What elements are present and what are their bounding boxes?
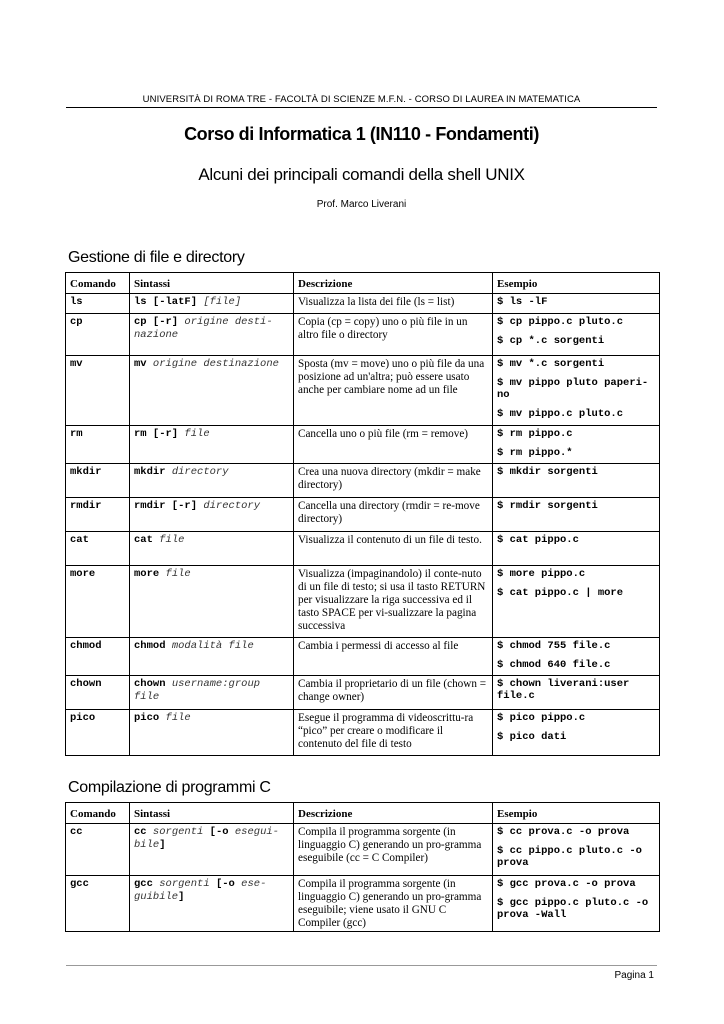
command-syntax <box>130 426 294 464</box>
table-header-row <box>66 803 660 824</box>
page-number: Pagina 1 <box>614 970 654 981</box>
command-name: pico <box>66 710 130 756</box>
syntax-command: rmdir [-r] <box>134 500 198 512</box>
syntax-command: chown <box>134 678 166 690</box>
syntax-command: mv <box>134 358 147 370</box>
syntax-command: pico <box>134 712 160 724</box>
command-syntax <box>130 638 294 676</box>
example-line: $ mv pippo.c pluto.c <box>497 408 624 420</box>
table-row <box>66 532 660 566</box>
example-line: $ chmod 755 file.c <box>497 640 611 652</box>
command-examples <box>493 824 660 876</box>
example-line: $ chmod 640 file.c <box>497 659 611 671</box>
syntax-command: more <box>134 568 160 580</box>
command-syntax <box>130 710 294 756</box>
table-row <box>66 566 660 638</box>
document-header: UNIVERSITÀ DI ROMA TRE - FACOLTÀ DI SCIENZE M.F.N. - CORSO DI LAUREA IN MATEMATICA <box>142 94 581 105</box>
syntax-arguments: sorgenti <box>159 878 210 890</box>
syntax-arguments: directory <box>203 500 261 512</box>
command-examples <box>493 532 660 566</box>
syntax-command: chmod <box>134 640 166 652</box>
example-line: $ chown liverani:user file.c <box>497 678 630 702</box>
syntax-arguments: username:group file <box>134 678 261 703</box>
command-name: rmdir <box>66 498 130 532</box>
command-description: Crea una nuova directory (mkdir = make directory) <box>294 464 493 498</box>
command-examples <box>493 566 660 638</box>
section-title-compile: Compilazione di programmi C <box>68 779 271 796</box>
table-row <box>66 314 660 356</box>
syntax-command: mkdir <box>134 466 166 478</box>
command-examples <box>493 356 660 426</box>
example-line: $ gcc pippo.c pluto.c -o prova -Wall <box>497 897 649 921</box>
command-name: cc <box>66 824 130 876</box>
example-line: $ pico pippo.c <box>497 712 586 724</box>
author: Prof. Marco Liverani <box>316 199 407 210</box>
command-syntax <box>130 876 294 932</box>
table-row <box>66 876 660 932</box>
column-header: Descrizione <box>294 273 493 294</box>
header-divider <box>66 107 657 108</box>
table-row <box>66 638 660 676</box>
command-description: Cancella uno o più file (rm = remove) <box>294 426 493 464</box>
syntax-command: cat <box>134 534 153 546</box>
syntax-option-arg: ese-guibile <box>134 878 267 903</box>
example-line: $ ls -lF <box>497 296 548 308</box>
syntax-close: ] <box>178 891 185 903</box>
example-line: $ mv *.c sorgenti <box>497 358 605 370</box>
command-description: Copia (cp = copy) uno o più file in un altro file o directory <box>294 314 493 356</box>
syntax-command: rm [-r] <box>134 428 179 440</box>
command-name: mkdir <box>66 464 130 498</box>
command-syntax <box>130 532 294 566</box>
command-description: Visualizza il contenuto di un file di testo. <box>294 532 493 566</box>
command-syntax <box>130 498 294 532</box>
example-line: $ cc prova.c -o prova <box>497 826 630 838</box>
table-row <box>66 824 660 876</box>
syntax-command: ls [-latF] <box>134 296 198 308</box>
syntax-arguments: file <box>159 534 185 546</box>
command-name: cat <box>66 532 130 566</box>
table-row <box>66 426 660 464</box>
syntax-arguments: origine desti-nazione <box>134 316 273 341</box>
command-name: cp <box>66 314 130 356</box>
footer-divider <box>66 965 657 966</box>
command-examples <box>493 464 660 498</box>
section-title-files: Gestione di file e directory <box>68 249 245 266</box>
command-examples <box>493 638 660 676</box>
column-header: Esempio <box>493 803 660 824</box>
syntax-arguments: sorgenti <box>152 826 204 838</box>
command-name: chmod <box>66 638 130 676</box>
command-name: ls <box>66 294 130 314</box>
command-description: Cambia i permessi di accesso al file <box>294 638 493 676</box>
syntax-arguments: [file] <box>203 296 242 308</box>
syntax-arguments: modalità file <box>171 640 254 652</box>
command-name: chown <box>66 676 130 710</box>
syntax-arguments: file <box>165 712 191 724</box>
example-line: $ cc pippo.c pluto.c -o prova <box>497 845 642 869</box>
table-row <box>66 676 660 710</box>
commands-table-compile <box>65 802 660 932</box>
example-line: $ rm pippo.c <box>497 428 573 440</box>
example-line: $ pico dati <box>497 731 567 743</box>
example-line: $ cp *.c sorgenti <box>497 335 605 347</box>
command-description: Visualizza (impaginandolo) il conte-nuto di un file di testo; si usa il tasto RETURN per visualizzare la riga successiva ed il tasto SPACE per vi-sualizzare la pagina successiva <box>294 566 493 638</box>
command-name: gcc <box>66 876 130 932</box>
command-examples <box>493 676 660 710</box>
command-examples <box>493 710 660 756</box>
column-header: Descrizione <box>294 803 493 824</box>
syntax-command: cp [-r] <box>134 316 179 328</box>
example-line: $ cat pippo.c <box>497 534 579 546</box>
column-header: Sintassi <box>130 803 294 824</box>
command-description: Sposta (mv = move) uno o più file da una posizione ad un'altra; può essere usato anche per cambiare nome ad un file <box>294 356 493 426</box>
command-syntax <box>130 294 294 314</box>
table-row <box>66 356 660 426</box>
command-name: more <box>66 566 130 638</box>
example-line: $ cp pippo.c pluto.c <box>497 316 624 328</box>
example-line: $ more pippo.c <box>497 568 586 580</box>
syntax-option: [-o <box>215 878 235 890</box>
command-examples <box>493 498 660 532</box>
column-header: Comando <box>66 273 130 294</box>
command-description: Cancella una directory (rmdir = re-move directory) <box>294 498 493 532</box>
example-line: $ cat pippo.c | more <box>497 587 624 599</box>
commands-table-files <box>65 272 660 756</box>
command-description: Compila il programma sorgente (in linguaggio C) generando un pro-gramma eseguibile (cc = C Compiler) <box>294 824 493 876</box>
syntax-arguments: file <box>184 428 210 440</box>
example-line: $ mv pippo pluto paperi-no <box>497 377 649 401</box>
page-title: Corso di Informatica 1 (IN110 - Fondamenti) <box>184 124 539 144</box>
column-header: Comando <box>66 803 130 824</box>
command-examples <box>493 876 660 932</box>
syntax-arguments: file <box>165 568 191 580</box>
table-row <box>66 498 660 532</box>
example-line: $ rm pippo.* <box>497 447 573 459</box>
command-syntax <box>130 676 294 710</box>
command-syntax <box>130 566 294 638</box>
syntax-close: ] <box>159 839 166 851</box>
command-examples <box>493 426 660 464</box>
page-subtitle: Alcuni dei principali comandi della shell UNIX <box>198 165 525 184</box>
syntax-option-arg: esegui-bile <box>134 826 279 851</box>
command-description: Compila il programma sorgente (in linguaggio C) generando un pro-gramma eseguibile; viene usato il GNU C Compiler (gcc) <box>294 876 493 932</box>
command-syntax <box>130 314 294 356</box>
example-line: $ rmdir sorgenti <box>497 500 598 512</box>
syntax-option: [-o <box>209 826 229 838</box>
example-line: $ mkdir sorgenti <box>497 466 598 478</box>
command-description: Esegue il programma di videoscrittu-ra “pico” per creare o modificare il contenuto del file di testo <box>294 710 493 756</box>
column-header: Esempio <box>493 273 660 294</box>
table-row <box>66 464 660 498</box>
syntax-command: cc <box>134 826 147 838</box>
command-syntax <box>130 824 294 876</box>
syntax-arguments: origine destinazione <box>152 358 279 370</box>
syntax-arguments: directory <box>171 466 229 478</box>
example-line: $ gcc prova.c -o prova <box>497 878 636 890</box>
command-description: Visualizza la lista dei file (ls = list) <box>294 294 493 314</box>
command-syntax <box>130 464 294 498</box>
table-header-row <box>66 273 660 294</box>
command-description: Cambia il proprietario di un file (chown = change owner) <box>294 676 493 710</box>
command-name: mv <box>66 356 130 426</box>
command-name: rm <box>66 426 130 464</box>
command-syntax <box>130 356 294 426</box>
command-examples <box>493 314 660 356</box>
column-header: Sintassi <box>130 273 294 294</box>
syntax-command: gcc <box>134 878 153 890</box>
table-row <box>66 710 660 756</box>
table-row <box>66 294 660 314</box>
command-examples <box>493 294 660 314</box>
